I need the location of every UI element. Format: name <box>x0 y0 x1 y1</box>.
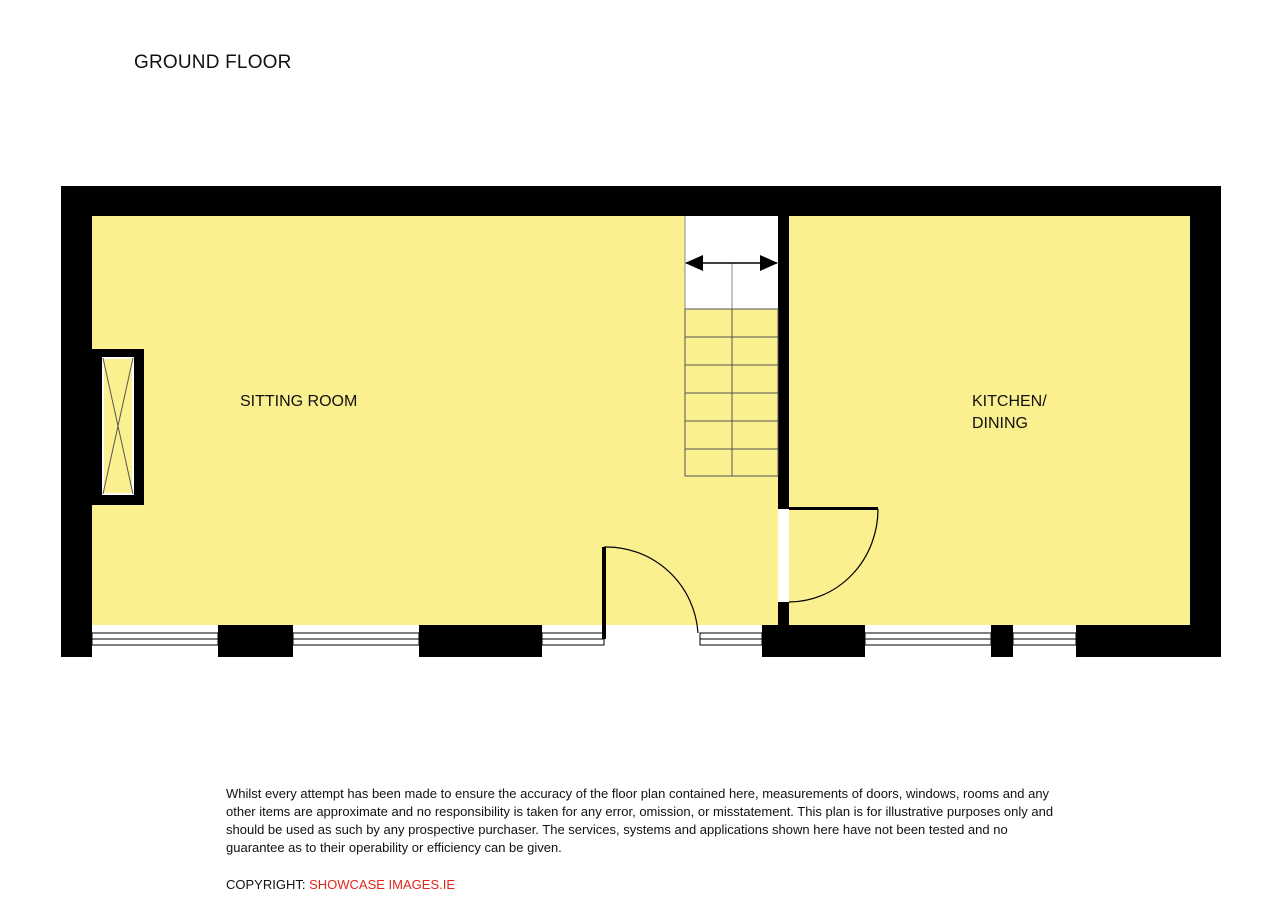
wall-bottom-segment <box>1076 625 1221 657</box>
sitting-room-label: SITTING ROOM <box>240 393 358 410</box>
window <box>700 633 762 645</box>
floor-title: GROUND FLOOR <box>134 52 292 73</box>
window <box>542 633 604 645</box>
window <box>865 633 991 645</box>
sitting-room-floor <box>92 216 778 625</box>
wall-bottom-segment <box>762 625 865 657</box>
wall-bottom-segment <box>61 625 92 657</box>
disclaimer-text: Whilst every attempt has been made to ensure the accuracy of the floor plan contained here, measurements of doors, windows, rooms and any other items are approximate and no responsibility is taken for any error, omission, or misstatement. This plan is for illustrative purposes only and should be used as such by any prospective purchaser. The services, systems and applications shown here have not been tested and no guarantee as to their operability or efficiency can be given. <box>226 786 1054 855</box>
interior-wall-upper <box>778 216 789 509</box>
interior-wall-lower <box>778 602 789 625</box>
kitchen-label-line2: DINING <box>972 415 1028 432</box>
window <box>92 633 218 645</box>
copyright-brand: SHOWCASE IMAGES.IE <box>309 877 456 892</box>
wall-bottom-segment <box>419 625 542 657</box>
fireplace <box>92 349 144 505</box>
window <box>293 633 419 645</box>
wall-bottom-segment <box>218 625 293 657</box>
kitchen-label-line1: KITCHEN/ <box>972 393 1047 410</box>
copyright-line <box>226 877 455 892</box>
copyright-label: COPYRIGHT: <box>226 877 306 892</box>
window <box>1013 633 1076 645</box>
staircase <box>685 216 778 476</box>
wall-left <box>61 186 92 657</box>
wall-right <box>1190 186 1221 657</box>
wall-bottom-segment <box>991 625 1013 657</box>
wall-top <box>61 186 1221 216</box>
